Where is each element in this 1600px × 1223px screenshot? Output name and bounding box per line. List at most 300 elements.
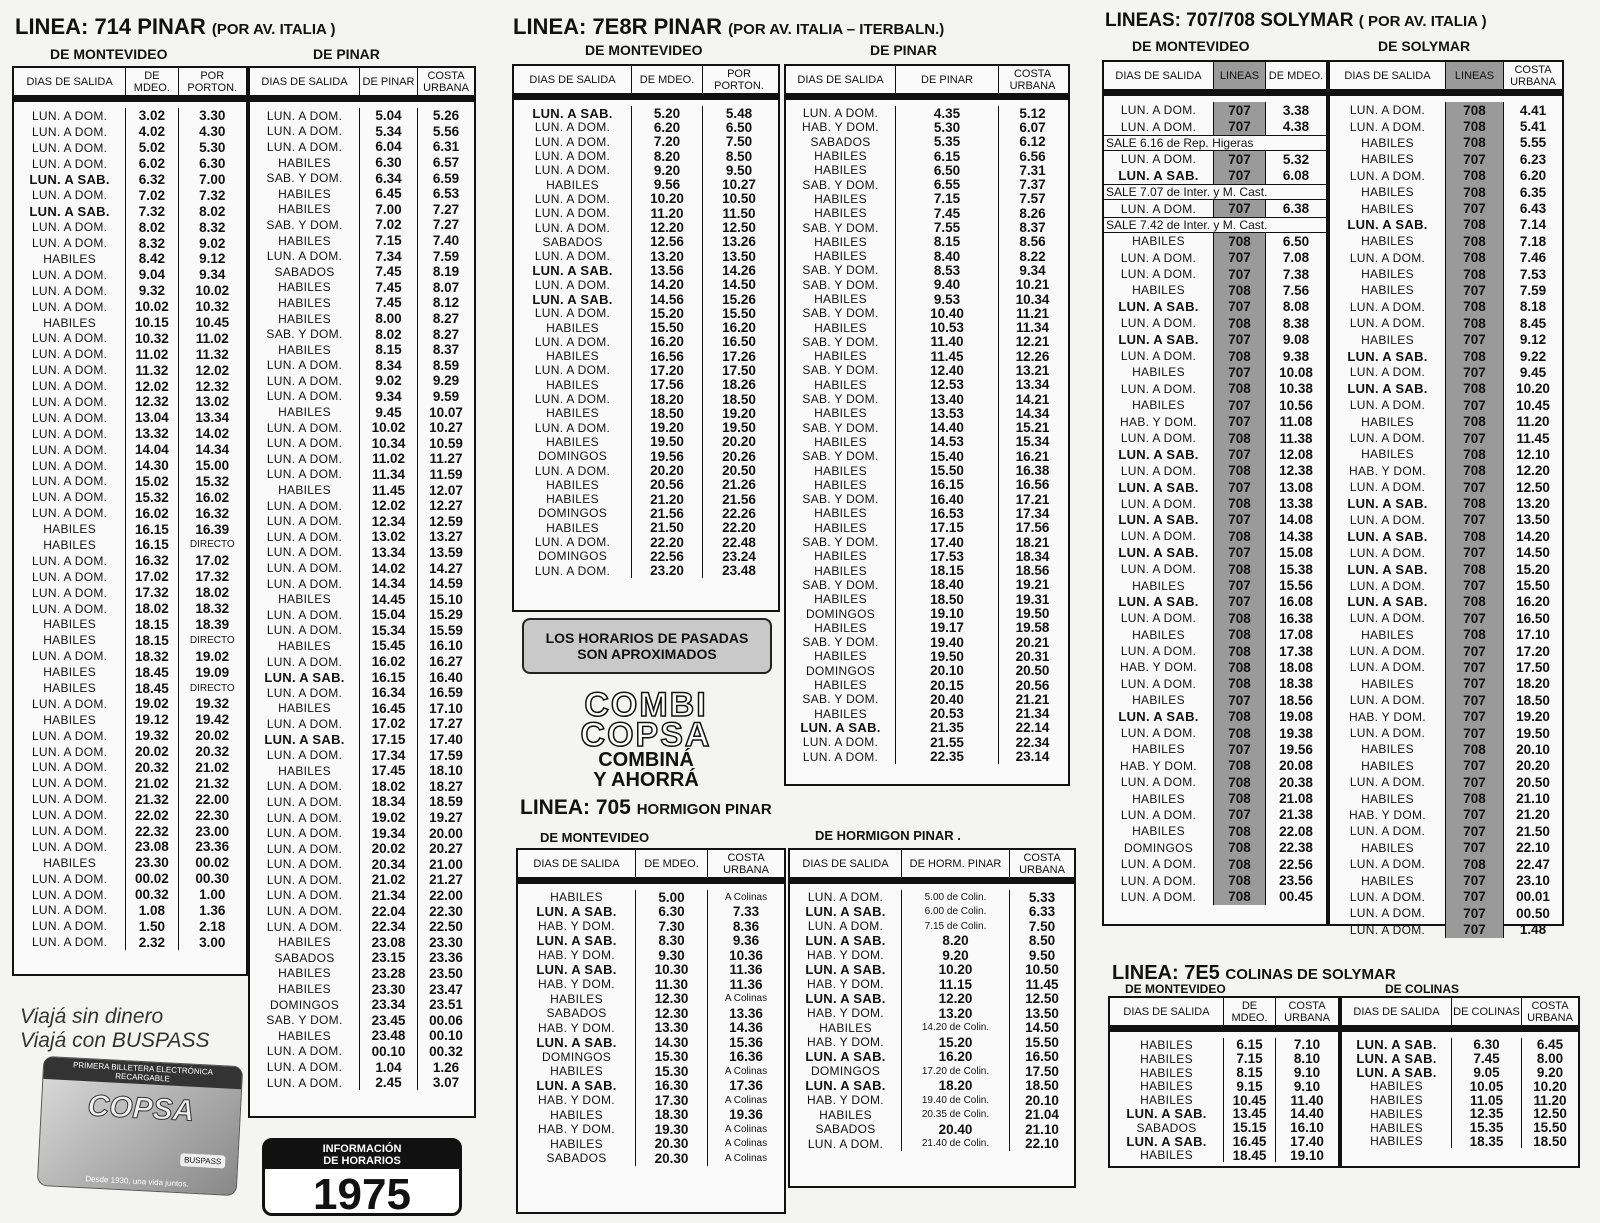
table-row (250, 825, 474, 841)
days-cell: LUN. A SAB. (250, 669, 360, 685)
table-row (250, 981, 474, 997)
line-705-from-mvd: DE MONTEVIDEO (540, 830, 650, 845)
time-cell: 11.34 (1015, 320, 1050, 336)
time-cell: 15.50 (1025, 1034, 1059, 1050)
table-row (250, 1059, 474, 1075)
time-cell: 15.34 (1015, 434, 1050, 450)
time-cell: 20.20 (722, 434, 756, 450)
time-cell: 7.15 (896, 192, 999, 206)
time-cell: 14.08 (1279, 512, 1313, 528)
line-cell: 708 (1214, 725, 1266, 741)
time-cell: 21.02 (126, 775, 178, 791)
time-cell: 7.50 (725, 134, 753, 150)
table-row (1330, 758, 1562, 774)
days-cell: HABILES (1330, 200, 1446, 216)
time-cell: 20.20 (632, 463, 703, 477)
days-cell: LUN. A DOM. (14, 489, 126, 505)
days-cell: HABILES (786, 678, 896, 692)
time-cell: 00.02 (195, 855, 230, 871)
time-cell: 15.32 (195, 473, 230, 489)
time-cell: 20.32 (195, 744, 230, 760)
time-cell: 11.05 (1452, 1093, 1522, 1107)
time-cell: 16.50 (1516, 610, 1550, 626)
line-cell: 707 (1214, 200, 1266, 216)
time-cell: 8.00 (360, 311, 418, 327)
days-cell: LUN. A DOM. (514, 363, 632, 377)
time-cell: 21.34 (360, 888, 418, 904)
time-cell: 3.02 (126, 108, 178, 124)
line-cell: 707 (1214, 741, 1266, 757)
line-7e5-mvd-table (1108, 996, 1340, 1168)
line-cell: 708 (1214, 463, 1266, 479)
days-cell: HABILES (1330, 446, 1446, 462)
table-row (1104, 577, 1326, 593)
table-row (1104, 774, 1326, 790)
table-row (518, 948, 784, 963)
days-cell: LUN. A DOM. (1330, 643, 1446, 659)
time-cell: 22.26 (722, 505, 756, 521)
time-cell: 23.08 (360, 934, 418, 950)
days-cell: HAB. Y DOM. (786, 120, 896, 134)
days-cell: LUN. A DOM. (1104, 151, 1214, 167)
time-cell: 13.40 (896, 392, 999, 406)
table-row (514, 120, 778, 134)
table-row (14, 172, 246, 188)
table-row (1330, 856, 1562, 872)
time-cell: 17.21 (1015, 491, 1050, 507)
time-cell: 20.40 (902, 1122, 1010, 1137)
time-cell: 15.38 (1279, 561, 1313, 577)
days-cell: LUN. A DOM. (14, 934, 126, 950)
time-cell: 15.30 (636, 1064, 708, 1079)
column-header: COSTA URBANA (1284, 999, 1330, 1024)
table-row (514, 549, 778, 563)
days-cell: LUN. A DOM. (14, 394, 126, 410)
table-row (1342, 1079, 1578, 1093)
table-row (250, 467, 474, 483)
time-cell: 23.10 (1516, 873, 1550, 889)
table-row (14, 617, 246, 633)
line-cell: 707 (1446, 676, 1504, 692)
time-cell: 12.08 (1279, 446, 1313, 462)
table-row (250, 623, 474, 639)
table-row (1330, 135, 1562, 151)
table-row (14, 394, 246, 410)
days-cell: LUN. A DOM. (1330, 659, 1446, 675)
time-cell: 1.04 (360, 1059, 418, 1075)
table-row (250, 638, 474, 654)
table-row (1330, 102, 1562, 118)
days-cell: LUN. A SAB. (514, 263, 632, 277)
days-cell: LUN. A DOM. (14, 505, 126, 521)
time-cell: 18.15 (126, 617, 178, 633)
line-cell: 708 (1446, 118, 1504, 134)
table-row (1104, 250, 1326, 266)
days-cell: LUN. A DOM. (250, 716, 360, 732)
line-cell: 708 (1446, 856, 1504, 872)
table-row (1104, 840, 1326, 856)
time-cell: 8.45 (1519, 315, 1547, 331)
days-cell: LUN. A DOM. (1330, 364, 1446, 380)
days-cell: LUN. A DOM. (14, 791, 126, 807)
line-cell: 707 (1214, 577, 1266, 593)
line-cell: 707 (1214, 545, 1266, 561)
days-cell: HABILES (786, 249, 896, 263)
time-cell: 9.45 (360, 404, 418, 420)
time-cell: 11.20 (1516, 414, 1550, 430)
table-row (518, 1006, 784, 1021)
time-cell: 4.35 (896, 106, 999, 120)
time-cell: A Colinas (724, 1152, 768, 1164)
time-cell: 14.50 (722, 277, 756, 293)
column-header: DE MDEO. (636, 850, 708, 877)
days-cell: SAB. Y DOM. (786, 220, 896, 234)
days-cell: HABILES (1330, 758, 1446, 774)
time-cell: 11.40 (1290, 1092, 1324, 1108)
time-cell: 12.26 (1015, 348, 1050, 364)
time-cell: 5.00 (636, 890, 708, 905)
line-cell: 708 (1446, 528, 1504, 544)
table-row (514, 564, 778, 578)
table-row (790, 1108, 1074, 1123)
time-cell: 18.21 (1015, 534, 1050, 550)
days-cell: SAB. Y DOM. (786, 578, 896, 592)
days-cell: HAB. Y DOM. (790, 1035, 902, 1050)
days-cell: HABILES (1104, 282, 1214, 298)
time-cell: 23.48 (722, 563, 756, 579)
line-705-mvd-table (516, 848, 786, 1214)
table-header (786, 66, 1068, 100)
time-cell: 8.32 (126, 235, 178, 251)
time-cell: 21.02 (195, 759, 230, 775)
schedule-info-phone: INFORMACIÓN DE HORARIOS 1975 (262, 1138, 462, 1216)
time-cell: 9.50 (1028, 947, 1056, 963)
table-row (514, 135, 778, 149)
time-cell: 20.02 (360, 841, 418, 857)
time-cell: 5.33 (1028, 889, 1056, 905)
table-row (250, 233, 474, 249)
days-cell: HABILES (1342, 1107, 1452, 1121)
time-cell: 20.02 (195, 728, 230, 744)
time-cell: 9.20 (632, 163, 703, 177)
table-row (786, 206, 1068, 220)
table-row (514, 492, 778, 506)
table-row (1330, 708, 1562, 724)
days-cell: LUN. A DOM. (250, 794, 360, 810)
days-cell: LUN. A DOM. (786, 749, 896, 763)
table-row (514, 278, 778, 292)
days-cell: LUN. A SAB. (518, 934, 636, 949)
days-cell: SAB. Y DOM. (250, 217, 360, 233)
days-cell: LUN. A DOM. (1104, 200, 1214, 216)
time-cell: 16.56 (1015, 477, 1050, 493)
time-cell: 22.50 (429, 919, 463, 935)
time-cell: 18.56 (1015, 563, 1050, 579)
line-707-708-mvd-table (1102, 60, 1328, 926)
table-row (250, 950, 474, 966)
time-cell: 7.30 (636, 919, 708, 934)
time-cell: 14.04 (126, 442, 178, 458)
time-cell: 00.32 (126, 887, 178, 903)
days-cell: HABILES (1330, 790, 1446, 806)
time-cell: 21.34 (1015, 706, 1050, 722)
time-cell: 9.05 (1452, 1066, 1522, 1080)
line-cell: 707 (1446, 397, 1504, 413)
time-cell: 18.50 (1533, 1133, 1567, 1149)
time-cell: 14.34 (360, 576, 418, 592)
time-cell: 7.50 (1028, 918, 1056, 934)
time-cell: 13.53 (896, 406, 999, 420)
days-cell: HABILES (250, 404, 360, 420)
time-cell: 20.40 (896, 692, 999, 706)
time-cell: 10.20 (902, 963, 1010, 978)
days-cell: HABILES (1110, 1093, 1224, 1107)
column-header: DIAS DE SALIDA (1110, 998, 1224, 1025)
days-cell: DOMINGOS (1104, 840, 1214, 856)
line-cell: 708 (1446, 446, 1504, 462)
table-row (786, 363, 1068, 377)
time-cell: 10.36 (729, 947, 763, 963)
days-cell: HABILES (1330, 741, 1446, 757)
table-row (1330, 610, 1562, 626)
line-cell: 708 (1214, 659, 1266, 675)
time-cell: 21.38 (1279, 807, 1313, 823)
days-cell: HABILES (1342, 1079, 1452, 1093)
table-row (1104, 659, 1326, 675)
time-cell: 1.00 (199, 887, 226, 903)
table-row (1104, 102, 1326, 118)
days-cell: HABILES (790, 1021, 902, 1036)
time-cell: 7.02 (360, 217, 418, 233)
time-cell: 15.08 (1279, 545, 1313, 561)
time-cell: 23.45 (360, 1012, 418, 1028)
time-cell: 22.20 (632, 535, 703, 549)
column-header: POR PORTON. (714, 67, 764, 92)
table-row (1104, 676, 1326, 692)
line-cell: 707 (1446, 151, 1504, 167)
table-row (790, 977, 1074, 992)
time-cell: 5.00 de Colin. (902, 890, 1010, 905)
time-cell: 00.10 (429, 1028, 463, 1044)
table-row (786, 549, 1068, 563)
time-cell: 13.04 (126, 410, 178, 426)
days-cell: LUN. A SAB. (790, 963, 902, 978)
time-cell: 7.14 (1519, 217, 1547, 233)
days-cell: HABILES (250, 763, 360, 779)
time-cell: 21.27 (429, 872, 463, 888)
time-cell: 19.02 (195, 648, 230, 664)
time-cell: 19.50 (896, 649, 999, 663)
column-header: DE HORM. PINAR (902, 850, 1010, 877)
time-cell: 19.30 (636, 1122, 708, 1137)
days-cell: LUN. A DOM. (250, 467, 360, 483)
column-header: DIAS DE SALIDA (790, 850, 902, 877)
line-cell: 708 (1446, 495, 1504, 511)
days-cell: LUN. A DOM. (14, 299, 126, 315)
time-cell: 8.40 (896, 249, 999, 263)
table-row (250, 997, 474, 1013)
line-cell: 708 (1446, 463, 1504, 479)
time-cell: 14.20 (632, 278, 703, 292)
table-row (514, 249, 778, 263)
time-cell: 20.00 (429, 825, 463, 841)
days-cell: LUN. A DOM. (14, 187, 126, 203)
table-row (250, 248, 474, 264)
time-cell: 15.45 (360, 638, 418, 654)
table-row (790, 919, 1074, 934)
time-cell: 20.10 (1516, 741, 1550, 757)
time-cell: 10.15 (126, 315, 178, 331)
time-cell: 8.53 (896, 263, 999, 277)
days-cell: HABILES (1104, 790, 1214, 806)
table-row (1104, 725, 1326, 741)
days-cell: LUN. A DOM. (250, 779, 360, 795)
days-cell: LUN. A SAB. (790, 1079, 902, 1094)
table-row (14, 569, 246, 585)
table-row (250, 903, 474, 919)
time-cell: 22.47 (1516, 856, 1550, 872)
days-cell: HABILES (786, 378, 896, 392)
time-cell: 5.26 (432, 108, 460, 124)
time-cell: 9.20 (902, 948, 1010, 963)
table-row (1110, 1148, 1338, 1162)
time-cell: 16.36 (729, 1049, 763, 1065)
table-row (250, 794, 474, 810)
time-cell: 10.53 (896, 320, 999, 334)
table-row (786, 106, 1068, 120)
table-row (250, 404, 474, 420)
table-header (14, 68, 246, 102)
days-cell: HAB. Y DOM. (518, 1093, 636, 1108)
time-cell: 15.50 (632, 320, 703, 334)
table-row (786, 463, 1068, 477)
table-row (1330, 364, 1562, 380)
table-row (786, 335, 1068, 349)
line-cell: 708 (1446, 266, 1504, 282)
time-cell: 6.45 (360, 186, 418, 202)
time-cell: 11.20 (1533, 1092, 1567, 1108)
table-row (14, 712, 246, 728)
days-cell: HABILES (1104, 627, 1214, 643)
table-row (1104, 364, 1326, 380)
line-cell: 707 (1214, 102, 1266, 118)
time-cell: 13.20 (632, 249, 703, 263)
time-cell: 7.32 (199, 187, 226, 203)
line-cell: 708 (1214, 758, 1266, 774)
time-cell: 7.46 (1519, 250, 1547, 266)
time-cell: 8.34 (360, 358, 418, 374)
line-cell: 707 (1214, 397, 1266, 413)
time-cell: 8.56 (1019, 234, 1046, 250)
time-cell: 21.32 (126, 791, 178, 807)
table-row (14, 680, 246, 696)
time-cell: 12.20 (632, 220, 703, 234)
days-cell: HABILES (250, 295, 360, 311)
line-cell: 708 (1446, 184, 1504, 200)
time-cell: 14.26 (722, 262, 756, 278)
time-cell: 11.21 (1015, 305, 1050, 321)
days-cell: SAB. Y DOM. (786, 363, 896, 377)
time-cell: 16.15 (896, 478, 999, 492)
time-cell: 12.59 (429, 513, 463, 529)
table-row (514, 320, 778, 334)
days-cell: HABILES (786, 235, 896, 249)
days-cell: LUN. A DOM. (1104, 725, 1214, 741)
table-row (1104, 741, 1326, 757)
time-cell: A Colinas (724, 1065, 768, 1077)
time-cell: 19.40 de Colin. (902, 1093, 1010, 1108)
days-cell: LUN. A DOM. (14, 744, 126, 760)
time-cell: 20.15 (896, 678, 999, 692)
time-cell: 7.00 (360, 202, 418, 218)
time-cell: 23.34 (360, 997, 418, 1013)
time-cell: 15.20 (902, 1035, 1010, 1050)
line-cell: 708 (1214, 840, 1266, 856)
line-cell: 708 (1214, 233, 1266, 249)
time-cell: 21.10 (1025, 1121, 1059, 1137)
time-cell: 16.30 (636, 1079, 708, 1094)
time-cell: 13.27 (429, 529, 463, 545)
table-row (250, 685, 474, 701)
days-cell: LUN. A DOM. (14, 156, 126, 172)
column-header: DIAS DE SALIDA (514, 66, 632, 93)
time-cell: 23.50 (429, 965, 463, 981)
table-row (1330, 233, 1562, 249)
days-cell: LUN. A DOM. (514, 535, 632, 549)
time-cell: 6.15 (896, 149, 999, 163)
days-cell: HABILES (1110, 1066, 1224, 1080)
table-row (1104, 823, 1326, 839)
time-cell: 17.15 (360, 732, 418, 748)
table-row (1110, 1066, 1338, 1080)
time-cell: 18.59 (429, 794, 463, 810)
table-row (1104, 807, 1326, 823)
time-cell: 23.20 (632, 564, 703, 578)
days-cell: HABILES (514, 177, 632, 191)
time-cell: 12.50 (1025, 991, 1059, 1007)
days-cell: HABILES (786, 206, 896, 220)
days-cell: LUN. A SAB. (1104, 545, 1214, 561)
line-cell: 708 (1446, 299, 1504, 315)
days-cell: SAB. Y DOM. (786, 449, 896, 463)
time-cell: 22.35 (896, 749, 999, 763)
days-cell: HABILES (786, 521, 896, 535)
column-header: DIAS DE SALIDA (518, 850, 636, 877)
time-cell: 14.34 (195, 442, 230, 458)
days-cell: LUN. A DOM. (14, 760, 126, 776)
time-cell: 9.32 (126, 283, 178, 299)
time-cell: 15.02 (126, 473, 178, 489)
days-cell: LUN. A DOM. (1330, 692, 1446, 708)
table-row (786, 421, 1068, 435)
table-row (1330, 217, 1562, 233)
days-cell: LUN. A DOM. (1104, 528, 1214, 544)
line-705-title: LINEA: 705 HORMIGON PINAR (520, 796, 772, 819)
line-cell: 707 (1214, 299, 1266, 315)
time-cell: 6.57 (432, 155, 460, 171)
time-cell: 8.02 (360, 326, 418, 342)
time-cell: 21.56 (722, 491, 756, 507)
time-cell: 15.30 (636, 1050, 708, 1065)
days-cell: HABILES (1342, 1135, 1452, 1149)
table-header (1104, 62, 1326, 96)
table-row (250, 919, 474, 935)
time-cell: 8.15 (1224, 1066, 1276, 1080)
table-row (1330, 495, 1562, 511)
days-cell: LUN. A DOM. (250, 139, 360, 155)
days-cell: HABILES (250, 155, 360, 171)
days-cell: LUN. A SAB. (14, 203, 126, 219)
